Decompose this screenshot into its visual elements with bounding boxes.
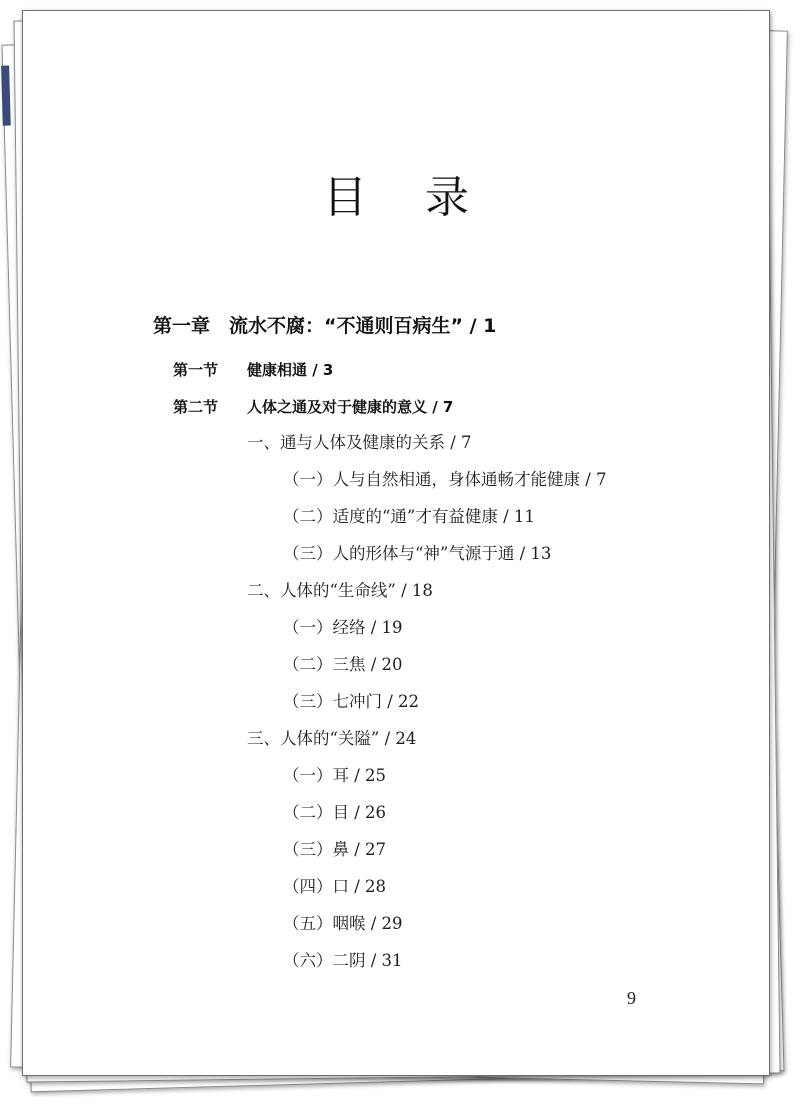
- toc-page: [22, 10, 770, 1076]
- toc-entry: 二、人体的“生命线” / 18: [247, 581, 433, 600]
- section-entry: [173, 359, 333, 380]
- page-number: 9: [627, 988, 636, 1008]
- chapter-heading: 第一章 流水不腐：“不通则百病生” / 1: [153, 315, 497, 337]
- toc-subentry: （五）咽喉 / 29: [283, 914, 403, 933]
- toc-subentry: （二）适度的“通”才有益健康 / 11: [283, 507, 535, 526]
- toc-subentry: （三）鼻 / 27: [283, 840, 387, 859]
- toc-subentry: （三）七冲门 / 22: [283, 692, 420, 711]
- section-entry: [173, 396, 453, 417]
- toc-subentry: （二）目 / 26: [283, 803, 387, 822]
- toc-subentry: （一）人与自然相通，身体通畅才能健康 / 7: [283, 470, 607, 489]
- section-title: 健康相通 / 3: [247, 361, 334, 379]
- toc-subentry: （二）三焦 / 20: [283, 655, 403, 674]
- section-title: 人体之通及对于健康的意义 / 7: [247, 398, 454, 416]
- toc-subentry: （一）经络 / 19: [283, 618, 403, 637]
- page-title: 目 录: [323, 172, 491, 223]
- section-number: 第二节: [173, 398, 219, 416]
- toc-subentry: （三）人的形体与“神”气源于通 / 13: [283, 544, 552, 563]
- toc-subentry: （六）二阴 / 31: [283, 951, 403, 970]
- toc-subentry: （四）口 / 28: [283, 877, 387, 896]
- sheet-edge-accent: [1, 66, 11, 126]
- toc-entry: 三、人体的“关隘” / 24: [247, 729, 417, 748]
- toc-entry: 一、通与人体及健康的关系 / 7: [247, 433, 472, 452]
- section-number: 第一节: [173, 361, 219, 379]
- toc-subentry: （一）耳 / 25: [283, 766, 387, 785]
